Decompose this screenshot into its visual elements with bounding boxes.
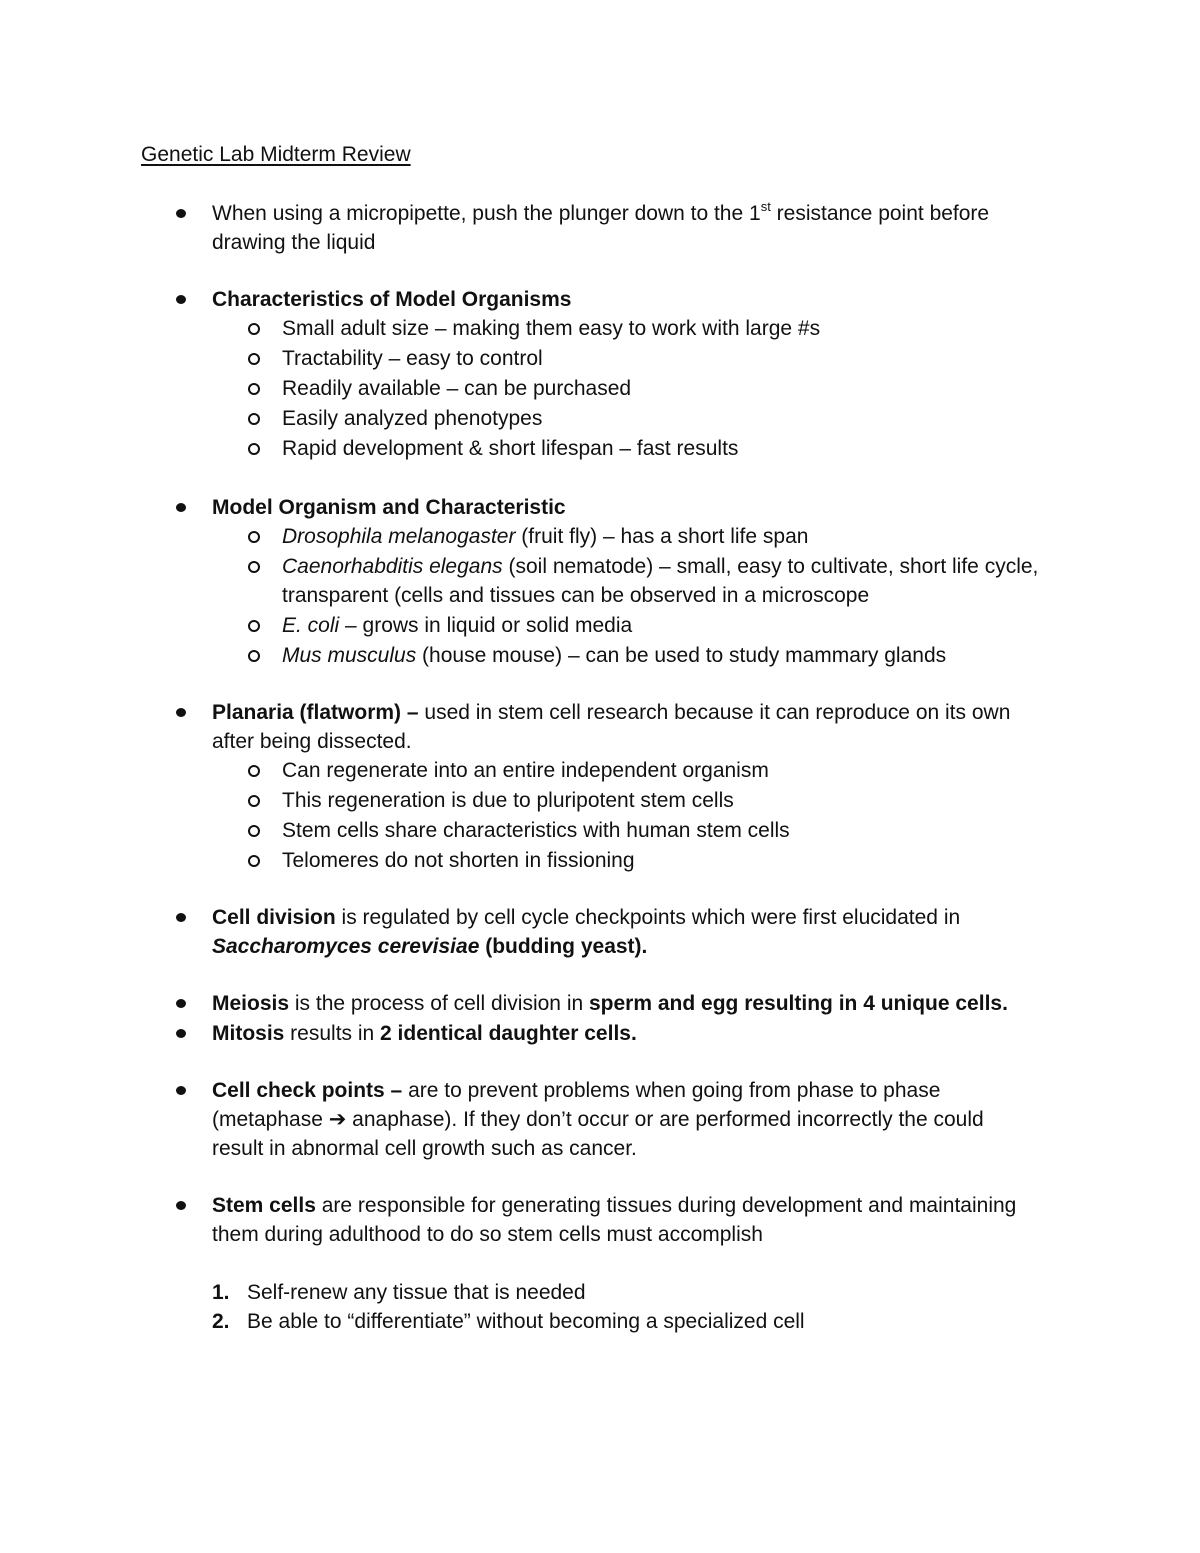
list-item: Stem cells share characteristics with human stem cells [282,819,790,842]
list-item-continuation: transparent (cells and tissues can be observed in a microscope [282,584,870,607]
document-title: Genetic Lab Midterm Review [141,143,411,166]
bullet-icon [176,209,186,218]
list-item: Mus musculus (house mouse) – can be used to study mammary glands [282,644,947,667]
characteristics-heading: Characteristics of Model Organisms [212,288,572,311]
bullet-icon [176,913,186,922]
planaria-line-2: after being dissected. [212,730,412,753]
bullet-icon [176,503,186,512]
circle-bullet-icon [248,650,260,662]
list-item: This regeneration is due to pluripotent stem cells [282,789,734,812]
bullet-icon [176,1029,186,1038]
list-item: Readily available – can be purchased [282,377,632,400]
numbered-item: Self-renew any tissue that is needed [247,1281,586,1304]
list-item: Drosophila melanogaster (fruit fly) – has a short life span [282,525,809,548]
list-number: 2. [212,1310,230,1333]
circle-bullet-icon [248,323,260,335]
mitosis-line: Mitosis results in 2 identical daughter cells. [212,1022,637,1045]
list-item: Easily analyzed phenotypes [282,407,543,430]
list-number: 1. [212,1281,230,1304]
circle-bullet-icon [248,765,260,777]
model-heading: Model Organism and Characteristic [212,496,566,519]
circle-bullet-icon [248,531,260,543]
list-item: E. coli – grows in liquid or solid media [282,614,633,637]
checkpoints-line-3: result in abnormal cell growth such as cancer. [212,1137,637,1160]
planaria-line-1: Planaria (flatworm) – used in stem cell research because it can reproduce on its own [212,701,1011,724]
circle-bullet-icon [248,825,260,837]
list-item: Tractability – easy to control [282,347,543,370]
circle-bullet-icon [248,795,260,807]
bullet-icon [176,1201,186,1210]
circle-bullet-icon [248,413,260,425]
list-item: Telomeres do not shorten in fissioning [282,849,635,872]
arrow-right-icon: ➔ [328,1108,347,1131]
numbered-item: Be able to “differentiate” without becoming a specialized cell [247,1310,805,1333]
micropipette-line-1: When using a micropipette, push the plunger down to the 1st resistance point before [212,199,990,225]
circle-bullet-icon [248,443,260,455]
micropipette-line-2: drawing the liquid [212,231,376,254]
list-item: Can regenerate into an entire independent organism [282,759,769,782]
circle-bullet-icon [248,855,260,867]
bullet-icon [176,999,186,1008]
celldivision-line-1: Cell division is regulated by cell cycle checkpoints which were first elucidated in [212,906,961,929]
bullet-icon [176,295,186,304]
checkpoints-line-1: Cell check points – are to prevent problems when going from phase to phase [212,1079,941,1102]
stemcells-line-1: Stem cells are responsible for generating tissues during development and maintaining [212,1194,1017,1217]
list-item: Small adult size – making them easy to work with large #s [282,317,821,340]
bullet-icon [176,708,186,717]
list-item: Rapid development & short lifespan – fast results [282,437,739,460]
circle-bullet-icon [248,620,260,632]
circle-bullet-icon [248,383,260,395]
stemcells-line-2: them during adulthood to do so stem cells must accomplish [212,1223,763,1246]
circle-bullet-icon [248,561,260,573]
checkpoints-line-2: (metaphase ➔ anaphase). If they don’t occur or are performed incorrectly the could [212,1108,984,1131]
circle-bullet-icon [248,353,260,365]
meiosis-line: Meiosis is the process of cell division in sperm and egg resulting in 4 unique cells. [212,992,1008,1015]
celldivision-line-2: Saccharomyces cerevisiae (budding yeast). [212,935,648,958]
bullet-icon [176,1086,186,1095]
list-item: Caenorhabditis elegans (soil nematode) – small, easy to cultivate, short life cycle, [282,555,1039,578]
